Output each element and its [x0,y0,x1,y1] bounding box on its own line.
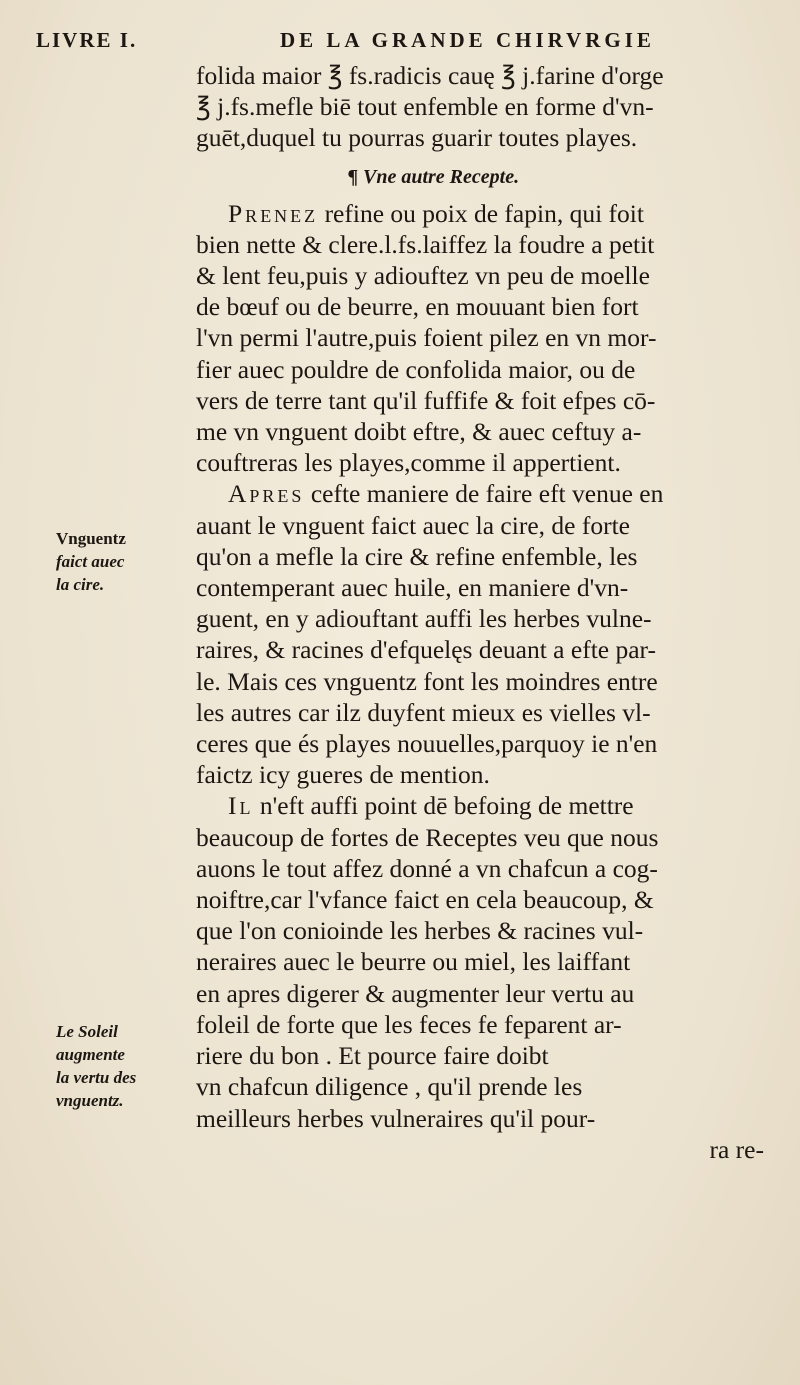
margin-note-line: Vnguentz [56,529,126,548]
text-line: auant le vnguent faict auec la cire, de forte [196,510,630,540]
margin-note-line: vnguentz. [56,1091,124,1110]
paragraph-lead-word: Prenez [228,198,319,228]
margin-note-line: la vertu des [56,1068,137,1087]
section-subheading: ¶ Vne autre Recepte. [348,165,520,188]
text-line: neraires auec le beurre ou miel, les laiffant [196,947,631,977]
text-line: folida maior ℥ fs.radicis cauę ℥ j.farine d'orge [196,61,664,90]
margin-note-line: Le Soleil [56,1022,118,1041]
paragraph-lead-word: Il [228,791,254,821]
text-line: fier auec pouldre de confolida maior, ou de [196,354,636,384]
text-line: bien nette & clere.l.fs.laiffez la foudre a petit [196,229,655,259]
text-line [196,790,764,821]
text-line: contemperant auec huile, en maniere d'vn- [196,573,629,603]
main-text [196,60,764,1165]
text-line: que l'on conioinde les herbes & racines vul- [196,916,644,946]
text-line: couftreras les playes,comme il appertient. [196,448,621,478]
text-line: raires, & racines d'efquelęs deuant a efte par- [196,635,657,665]
header-book-number: LIVRE I. [36,28,138,52]
text-line: l'vn permi l'autre,puis foient pilez en vn mor- [196,323,657,353]
paragraph-il [196,790,764,1164]
text-fragment: n'eft auffi point dē befoing de mettre [253,791,634,821]
text-line: le. Mais ces vnguentz font les moindres entre [196,666,658,696]
paragraph-apres [196,478,764,790]
text-line: foleil de forte que les feces fe feparent ar- [196,1009,622,1039]
text-line [196,198,764,229]
text-line: auons le tout affez donné a vn chafcun a cog- [196,853,658,883]
text-line: vn chafcun diligence , qu'il prende les [196,1072,583,1102]
text-line: les autres car ilz duyfent mieux es vielles vl- [196,697,651,727]
text-line: en apres digerer & augmenter leur vertu au [196,978,635,1008]
margin-note-vnguentz-cire [56,527,126,596]
text-fragment: refine ou poix de fapin, qui foit [318,198,644,228]
text-line: qu'on a mefle la cire & refine enfemble, les [196,541,638,571]
text-line: meilleurs herbes vulneraires qu'il pour- [196,1103,596,1133]
header-title: DE LA GRANDE CHIRVRGIE [280,28,655,52]
text-line: noiftre,car l'vfance faict en cela beaucoup, & [196,885,654,915]
text-line: vers de terre tant qu'il fuffife & foit efpes cō- [196,385,656,415]
margin-note-line: faict auec [56,552,125,571]
margin-note-line: la cire. [56,575,105,594]
text-line: & lent feu,puis y adiouftez vn peu de moelle [196,261,650,291]
catchword: ra re- [709,1134,764,1164]
text-line: guent, en y adiouftant auffi les herbes vulne- [196,604,652,634]
text-line: faictz icy gueres de mention. [196,760,490,790]
text-line: beaucoup de fortes de Receptes veu que nous [196,822,659,852]
text-line: guēt,duquel tu pourras guarir toutes playes. [196,123,638,153]
paragraph-lead-word: Apres [228,479,305,509]
text-line: de bœuf ou de beurre, en mouuant bien fort [196,292,639,322]
paragraph-prenez [196,198,764,479]
margin-note-line: augmente [56,1045,125,1064]
margin-note-soleil [56,1020,136,1112]
text-line [196,478,764,509]
text-line: ceres que és playes nouuelles,parquoy ie n'en [196,729,658,759]
text-line: riere du bon . Et pource faire doibt [196,1041,549,1071]
text-fragment: cefte maniere de faire eft venue en [304,479,664,509]
text-line: ℥ j.fs.mefle biē tout enfemble en forme d'vn- [196,92,654,122]
text-line: me vn vnguent doibt eftre, & auec ceftuy a- [196,417,642,447]
